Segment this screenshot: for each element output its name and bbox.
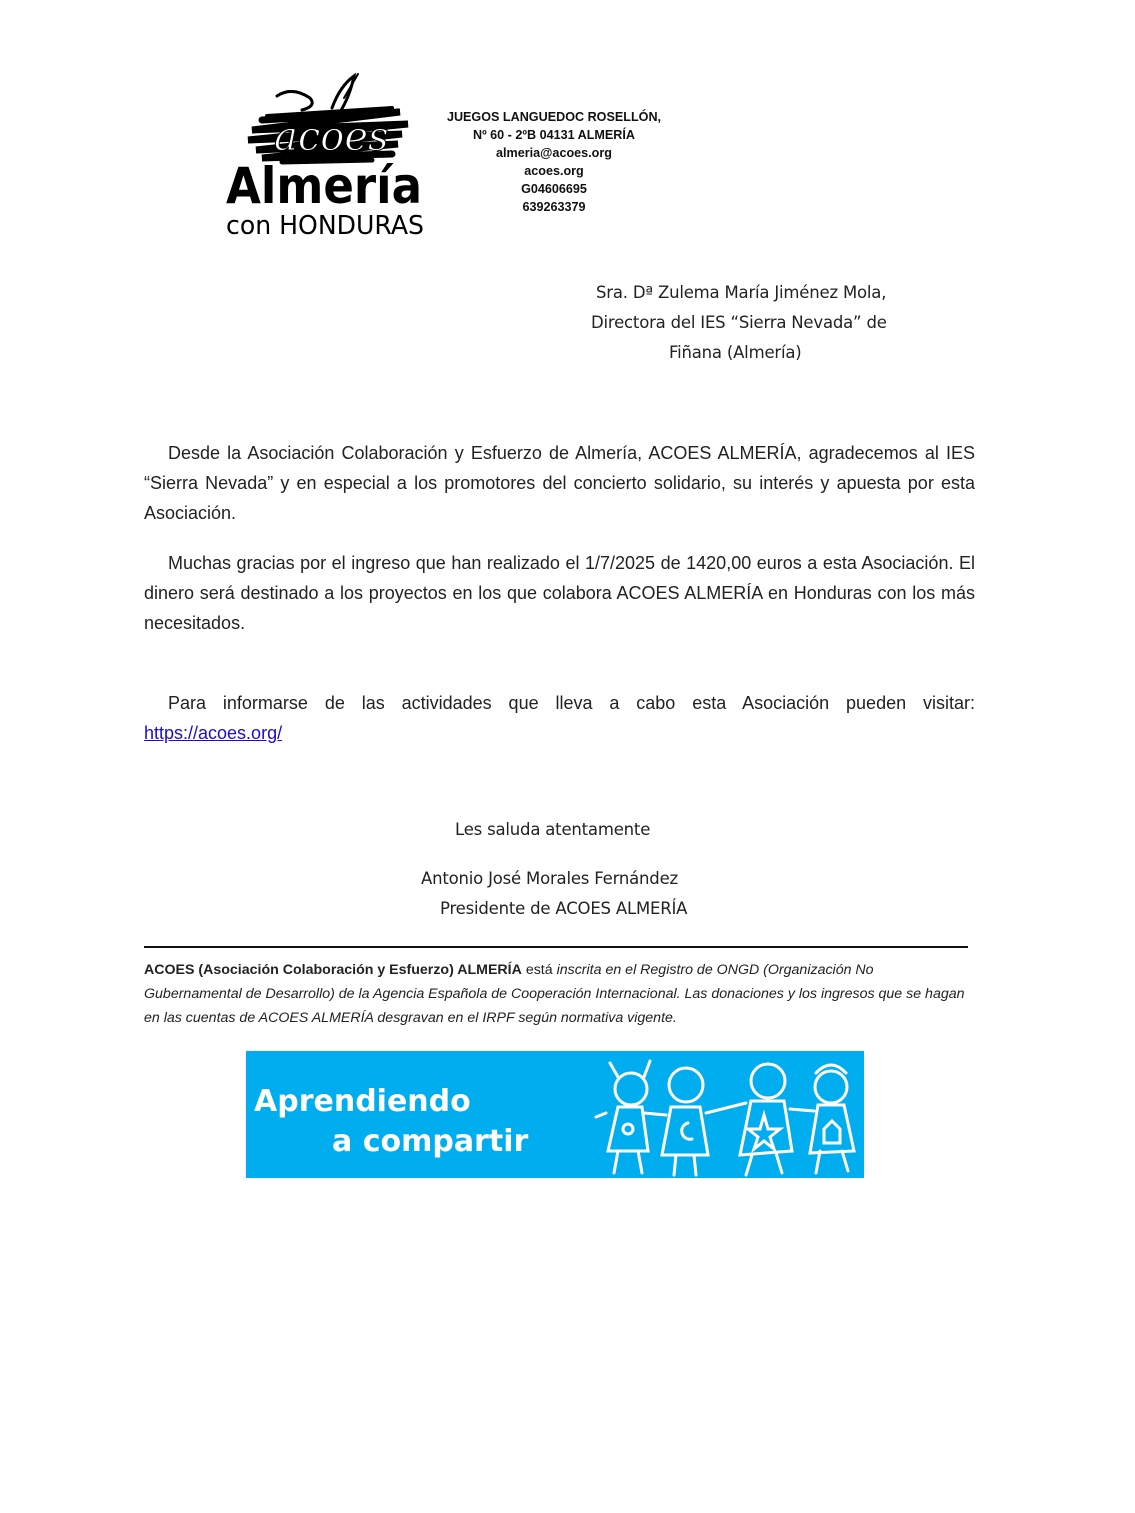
paragraph-donation [144, 548, 975, 638]
acoes-logo-drawing [222, 68, 432, 240]
website-link-line [144, 718, 975, 748]
address-line: JUEGOS LANGUEDOC ROSELLÓN, [446, 110, 662, 124]
paragraph-info [144, 688, 975, 718]
recipient-position: Directora del IES “Sierra Nevada” de [591, 313, 887, 332]
paragraph-thanks-text: Desde la Asociación Colaboración y Esfuerzo de Almería, ACOES ALMERÍA, agradecemos al IES “Sierra Nevada” y en especial a los promotores del concierto solidario, su interés y apuesta por esta Asociación. [144, 443, 975, 523]
logo-text-honduras: con HONDURAS [226, 211, 424, 240]
banner-text-line2: a compartir [332, 1124, 529, 1159]
address-tax-id: G04606695 [521, 182, 587, 196]
address-website: acoes.org [524, 164, 584, 178]
recipient-location: Fiñana (Almería) [669, 343, 802, 362]
footer-note-italic: inscrita en el Registro de ONGD (Organización No Gubernamental de Desarrollo) de la Agencia Española de Cooperación Internacional. Las donaciones y los ingresos que se hagan en las cuentas de ACOES ALMERÍA desgravan en el IRPF según normativa vigente. [144, 962, 965, 1026]
signatory-title: Presidente de ACOES ALMERÍA [440, 899, 688, 918]
address-email: almeria@acoes.org [496, 146, 612, 160]
organization-address [425, 108, 683, 216]
signatory-name: Antonio José Morales Fernández [421, 869, 678, 888]
footer-divider [144, 946, 968, 948]
footer-legal-note [144, 958, 974, 1030]
banner-text-line1: Aprendiendo [254, 1084, 471, 1119]
address-phone: 639263379 [522, 200, 586, 214]
logo-text-acoes: acoes [274, 114, 389, 160]
footer-note-bold: ACOES (Asociación Colaboración y Esfuerzo) ALMERÍA [144, 962, 522, 978]
address-line: Nº 60 - 2ºB 04131 ALMERÍA [472, 128, 635, 142]
website-link[interactable]: https://acoes.org/ [144, 723, 283, 743]
recipient-name: Sra. Dª Zulema María Jiménez Mola, [596, 283, 887, 302]
logo-text-almeria: Almería [226, 157, 422, 215]
paragraph-donation-text: Muchas gracias por el ingreso que han realizado el 1/7/2025 de 1420,00 euros a esta Asociación. El dinero será destinado a los proyectos en los que colabora ACOES ALMERÍA en Honduras con los más necesitados. [144, 553, 975, 633]
footer-note-plain: está [521, 962, 557, 978]
paragraph-info-text: Para informarse de las actividades que lleva a cabo esta Asociación pueden visitar: [168, 693, 975, 713]
children-drawing-icon [596, 1061, 854, 1175]
banner-artwork [246, 1051, 864, 1178]
closing-salutation: Les saluda atentamente [455, 820, 651, 839]
paragraph-thanks [144, 438, 975, 528]
aprendiendo-a-compartir-banner [246, 1051, 864, 1178]
acoes-almeria-logo [222, 68, 432, 240]
